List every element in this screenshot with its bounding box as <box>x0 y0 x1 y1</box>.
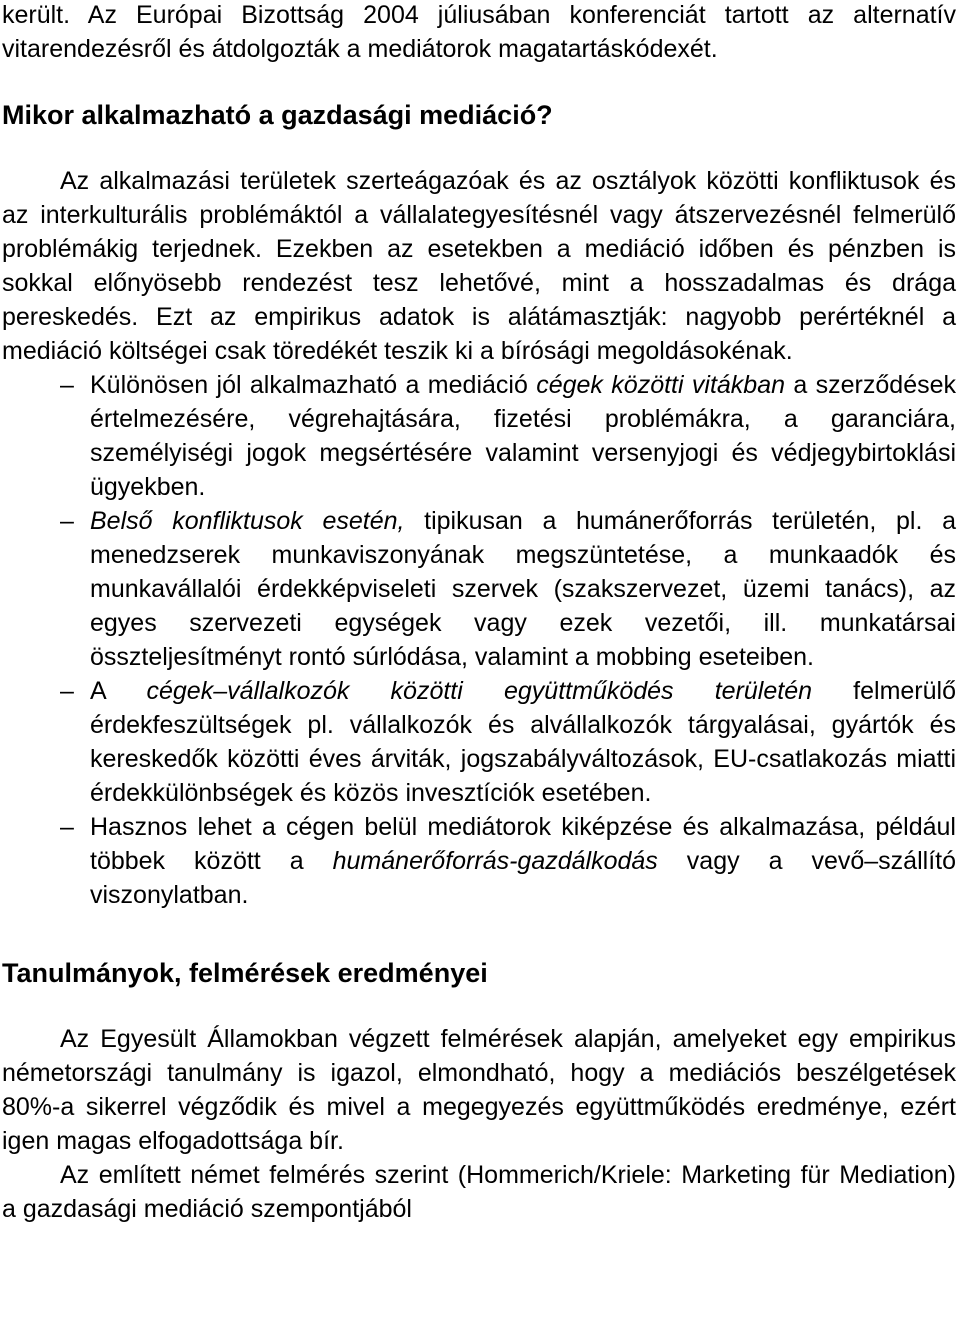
list-item-text: felmerülő érdekfeszültségek pl. vállalkozók és alvállalkozók tárgyalásai, gyártók és kereskedők közötti éves árviták, jogszabályváltozások, EU-csatlakozás miatti érdekkülönbségek és közös invesztíciók esetében. <box>90 677 956 807</box>
list-item-text: a szerződések értelmezésére, végrehajtására, fizetési problémákra, a garanciára, személyiségi jogok megsértésére valamint versenyjogi és védjegybirtoklási ügyekben. <box>90 371 956 501</box>
dash-marker: – <box>60 677 74 705</box>
dash-marker: – <box>60 371 74 399</box>
dash-list <box>2 368 956 912</box>
section1-paragraph: Az alkalmazási területek szerteágazóak és az osztályok közötti konfliktusok és az interkulturális problémáktól a vállalategyesítésnél vagy átszervezésnél felmerülő problémákig terjednek. Ezekben az esetekben a mediáció időben és pénzben is sokkal előnyösebb rendezést tesz lehetővé, mint a hosszadalmas és drága pereskedés. Ezt az empirikus adatok is alátámasztják: nagyobb perértéknél a mediáció költségei csak töredékét teszik ki a bírósági megoldásokénak. <box>2 167 956 365</box>
list-item-emphasis: Belső konfliktusok esetén, <box>90 507 405 535</box>
list-item-text: vagy a vevő–szállító viszonylatban. <box>90 847 956 909</box>
list-item-text: tipikusan a humánerőforrás területén, pl. a menedzserek munkaviszonyának megszüntetése, a munkaadók és munkavállalói érdekképviseleti szervek (szakszervezet, üzemi tanács), az egyes szervezeti egységek vagy ezek vezetői, ill. munkatársai összteljesítményt rontó súrlódása, valamint a mobbing eseteiben. <box>90 507 956 671</box>
list-item-text: Különösen jól alkalmazható a mediáció <box>90 371 537 399</box>
intro-paragraph: került. Az Európai Bizottság 2004 júliusában konferenciát tartott az alternatív vitarendezésről és átdolgozták a mediátorok magatartáskódexét. <box>2 1 956 63</box>
list-item-text: Hasznos lehet a cégen belül mediátorok kiképzése és alkalmazása, például többek között a <box>90 813 956 875</box>
list-item-emphasis: cégek–vállalkozók közötti együttműködés területén <box>146 677 812 705</box>
dash-marker: – <box>60 813 74 841</box>
document-page <box>2 0 956 1226</box>
dash-marker: – <box>60 507 74 535</box>
section-heading-studies: Tanulmányok, felmérések eredményei <box>2 958 488 988</box>
list-item-emphasis: humánerőforrás-gazdálkodás <box>332 847 658 875</box>
list-item <box>2 504 956 674</box>
list-item <box>2 674 956 810</box>
list-item <box>2 810 956 912</box>
section2-paragraph-2: Az említett német felmérés szerint (Hommerich/Kriele: Marketing für Mediation) a gazdasági mediáció szempontjából <box>2 1161 956 1223</box>
list-item-emphasis: cégek közötti vitákban <box>536 371 786 399</box>
list-item <box>2 368 956 504</box>
list-item-text: A <box>90 677 147 705</box>
section2-paragraph-1: Az Egyesült Államokban végzett felmérések alapján, amelyeket egy empirikus németországi tanulmány is igazol, elmondható, hogy a mediációs beszélgetések 80%-a sikerrel végződik és mivel a megegyezés együttműködés eredménye, ezért igen magas elfogadottsága bír. <box>2 1025 956 1155</box>
section-heading-mediation-use: Mikor alkalmazható a gazdasági mediáció? <box>2 100 553 130</box>
